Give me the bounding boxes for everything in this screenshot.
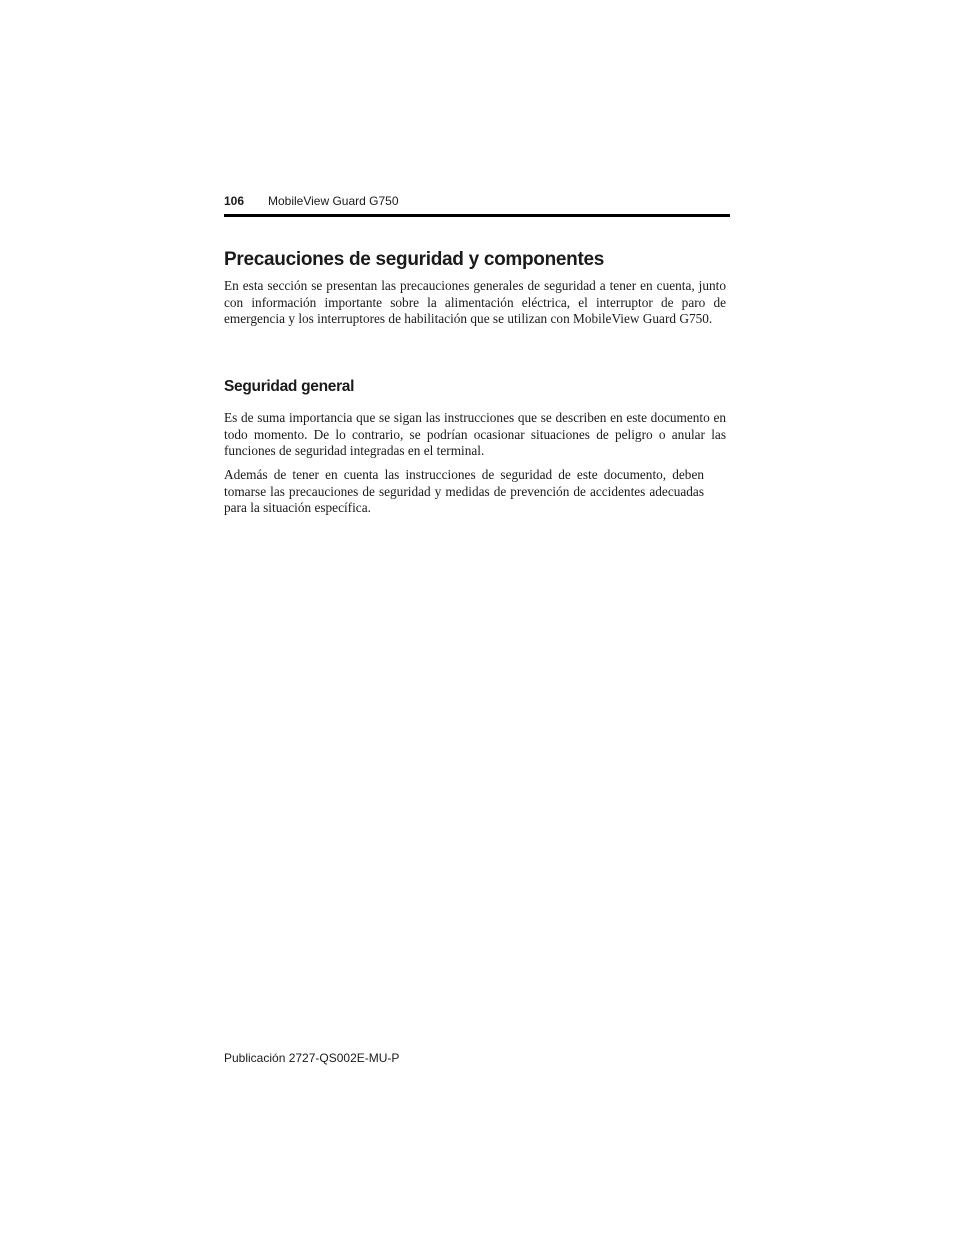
publication-footer: Publicación 2727-QS002E-MU-P — [224, 1051, 400, 1065]
section-intro-paragraph: En esta sección se presentan las precauciones generales de seguridad a tener en cuenta, junto con información importante sobre la alimentación eléctrica, el interruptor de paro de emergencia y los interruptores de habilitación que se utilizan con MobileView Guard G750. — [224, 278, 726, 327]
running-title: MobileView Guard G750 — [268, 194, 399, 208]
body-paragraph: Es de suma importancia que se sigan las instrucciones que se describen en este documento en todo momento. De lo contrario, se podrían ocasionar situaciones de peligro o anular las funciones de seguridad integradas en el terminal. — [224, 410, 726, 459]
section-title: Precauciones de seguridad y componentes — [224, 249, 605, 270]
subsection-title: Seguridad general — [224, 378, 355, 395]
body-paragraph: Además de tener en cuenta las instrucciones de seguridad de este documento, deben tomarse las precauciones de seguridad y medidas de prevención de accidentes adecuadas para la situación específica. — [224, 467, 704, 516]
page-number: 106 — [224, 194, 245, 208]
header-rule — [224, 214, 730, 217]
page-header — [224, 193, 730, 209]
